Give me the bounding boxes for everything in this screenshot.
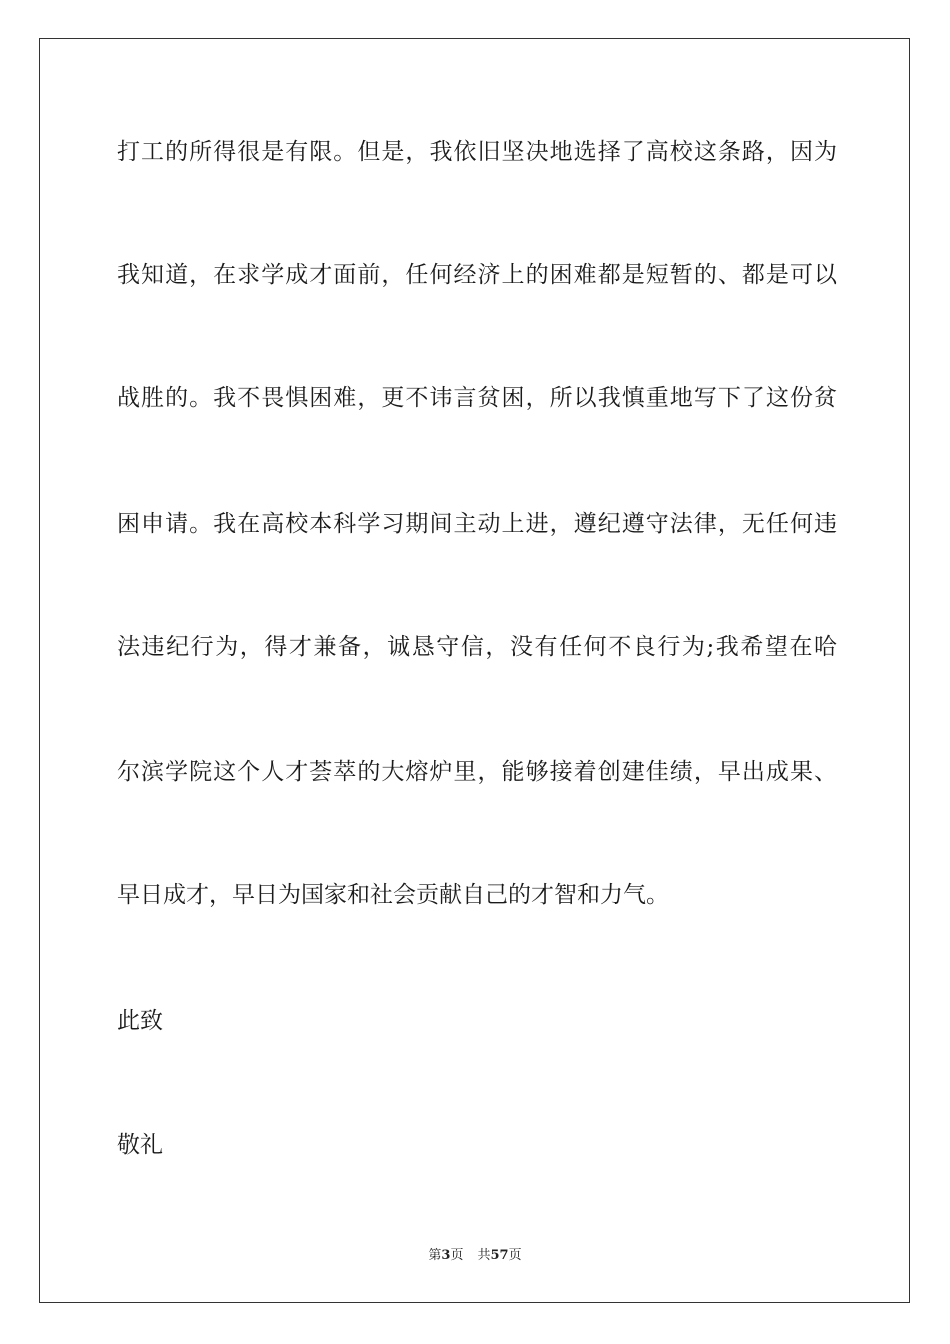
closing-regards: 敬礼	[117, 1132, 163, 1158]
paragraph-line-3: 战胜的。我不畏惧困难，更不讳言贫困，所以我慎重地写下了这份贫	[117, 385, 837, 411]
total-pages: 57	[490, 1248, 509, 1263]
paragraph-line-4: 困申请。我在高校本科学习期间主动上进，遵纪遵守法律，无任何违	[117, 511, 837, 537]
page-prefix: 第	[428, 1248, 442, 1263]
total-suffix: 页	[508, 1248, 522, 1263]
paragraph-line-1: 打工的所得很是有限。但是，我依旧坚决地选择了高校这条路，因为	[117, 139, 837, 165]
page-footer	[0, 1247, 950, 1265]
page-border	[39, 38, 910, 1303]
paragraph-line-7: 早日成才，早日为国家和社会贡献自己的才智和力气。	[117, 882, 669, 908]
paragraph-line-2: 我知道，在求学成才面前，任何经济上的困难都是短暂的、都是可以	[117, 262, 837, 288]
paragraph-line-5: 法违纪行为，得才兼备，诚恳守信，没有任何不良行为;我希望在哈	[117, 634, 837, 660]
closing-salutation: 此致	[117, 1008, 163, 1034]
paragraph-line-6: 尔滨学院这个人才荟萃的大熔炉里，能够接着创建佳绩，早出成果、	[117, 759, 837, 785]
page-suffix: 页	[450, 1248, 464, 1263]
page-number: 3	[441, 1248, 451, 1263]
total-prefix: 共	[477, 1248, 491, 1263]
